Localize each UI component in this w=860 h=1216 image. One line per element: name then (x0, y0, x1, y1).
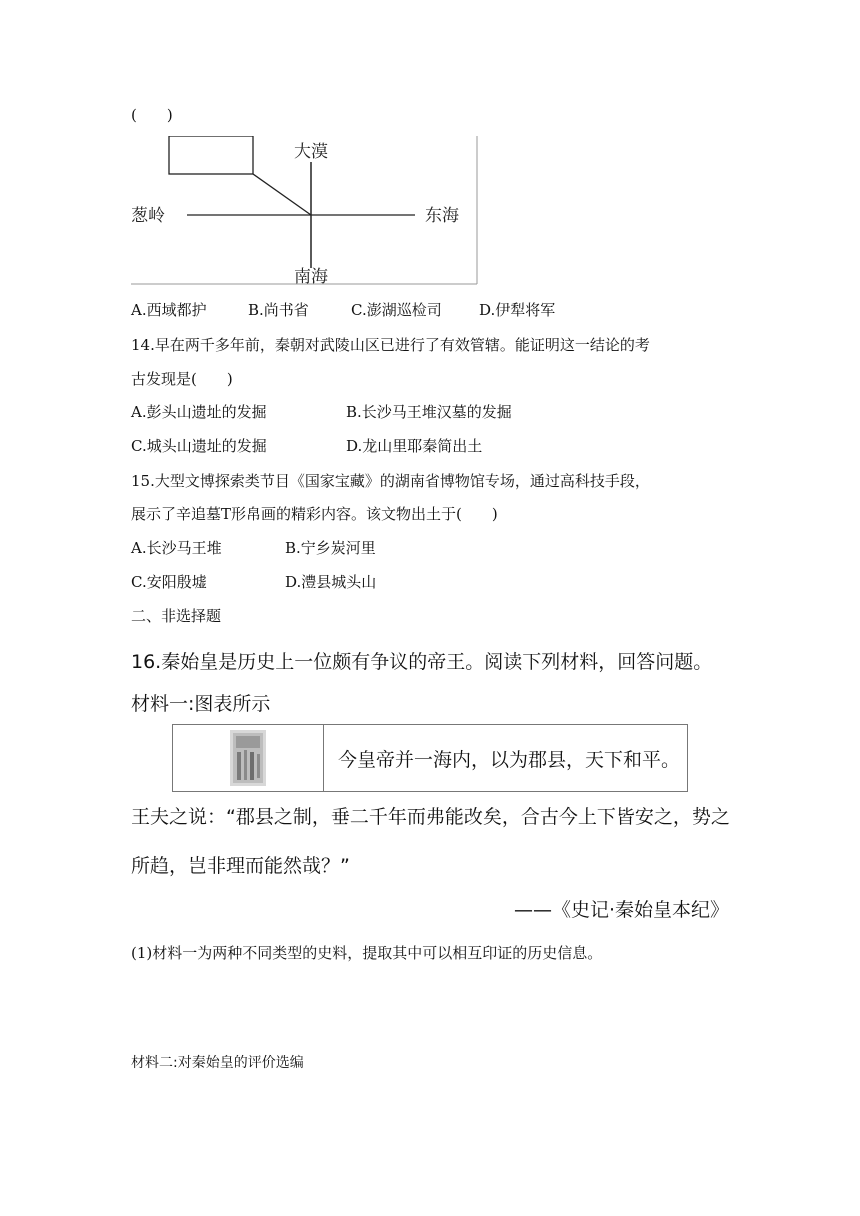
connector-line (253, 174, 311, 215)
q14-option-d: D.龙山里耶秦简出土 (346, 437, 483, 455)
q15-stem-line2: 展示了辛追墓T形帛画的精彩内容。该文物出土于( ) (131, 505, 498, 523)
bamboo-slip-image (230, 730, 266, 786)
q15-option-a: A.长沙马王堆 (131, 539, 222, 557)
q14-stem-line2: 古发现是( ) (131, 370, 233, 388)
q13-option-d: D.伊犁将军 (479, 301, 556, 319)
q15-options-row2 (131, 571, 376, 593)
q14-option-a: A.彭头山遗址的发掘 (131, 403, 267, 421)
table-text-cell: 今皇帝并一海内，以为郡县，天下和平。 (338, 748, 681, 771)
quote-line2: 所趋，岂非理而能然哉？” (131, 855, 350, 877)
material1-label: 材料一:图表所示 (131, 693, 271, 715)
q15-options-row1 (131, 537, 376, 559)
label-west: 葱岭 (131, 206, 165, 226)
q13-paren: ( ) (131, 106, 173, 124)
q16-title: 16.秦始皇是历史上一位颇有争议的帝王。阅读下列材料，回答问题。 (131, 651, 713, 673)
q13-option-b: B.尚书省 (248, 301, 309, 319)
material1-table (172, 724, 688, 792)
q14-stem-line1: 14.早在两千多年前，秦朝对武陵山区已进行了有效管辖。能证明这一结论的考 (131, 336, 650, 354)
q15-option-c: C.安阳殷墟 (131, 573, 207, 591)
q14-options-row1 (131, 401, 512, 423)
q13-option-a: A.西域都护 (131, 301, 207, 319)
q14-options-row2 (131, 435, 482, 457)
quote-source: ——《史记·秦始皇本纪》 (513, 899, 729, 921)
quote-line1: 王夫之说：“郡县之制，垂二千年而弗能改矣，合古今上下皆安之，势之 (131, 806, 730, 828)
q13-option-c: C.澎湖巡检司 (351, 301, 442, 319)
q15-option-d: D.澧县城头山 (285, 573, 377, 591)
label-north: 大漠 (294, 142, 328, 162)
label-east: 东海 (425, 206, 459, 226)
label-south: 南海 (294, 267, 328, 286)
table-image-cell (173, 725, 324, 791)
q15-stem-line1: 15.大型文博探索类节目《国家宝藏》的湖南省博物馆专场，通过高科技手段， (131, 472, 650, 490)
compass-diagram (131, 136, 481, 286)
q15-option-b: B.宁乡炭河里 (285, 539, 376, 557)
blank-box (169, 136, 253, 174)
q13-options (131, 299, 555, 321)
material2-label: 材料二:对秦始皇的评价选编 (131, 1055, 304, 1071)
q16-subquestion-1: (1)材料一为两种不同类型的史料，提取其中可以相互印证的历史信息。 (131, 944, 603, 962)
q14-option-c: C.城头山遗址的发掘 (131, 437, 267, 455)
section-heading: 二、非选择题 (131, 607, 222, 625)
q13-diagram (131, 136, 481, 286)
q14-option-b: B.长沙马王堆汉墓的发掘 (346, 403, 512, 421)
